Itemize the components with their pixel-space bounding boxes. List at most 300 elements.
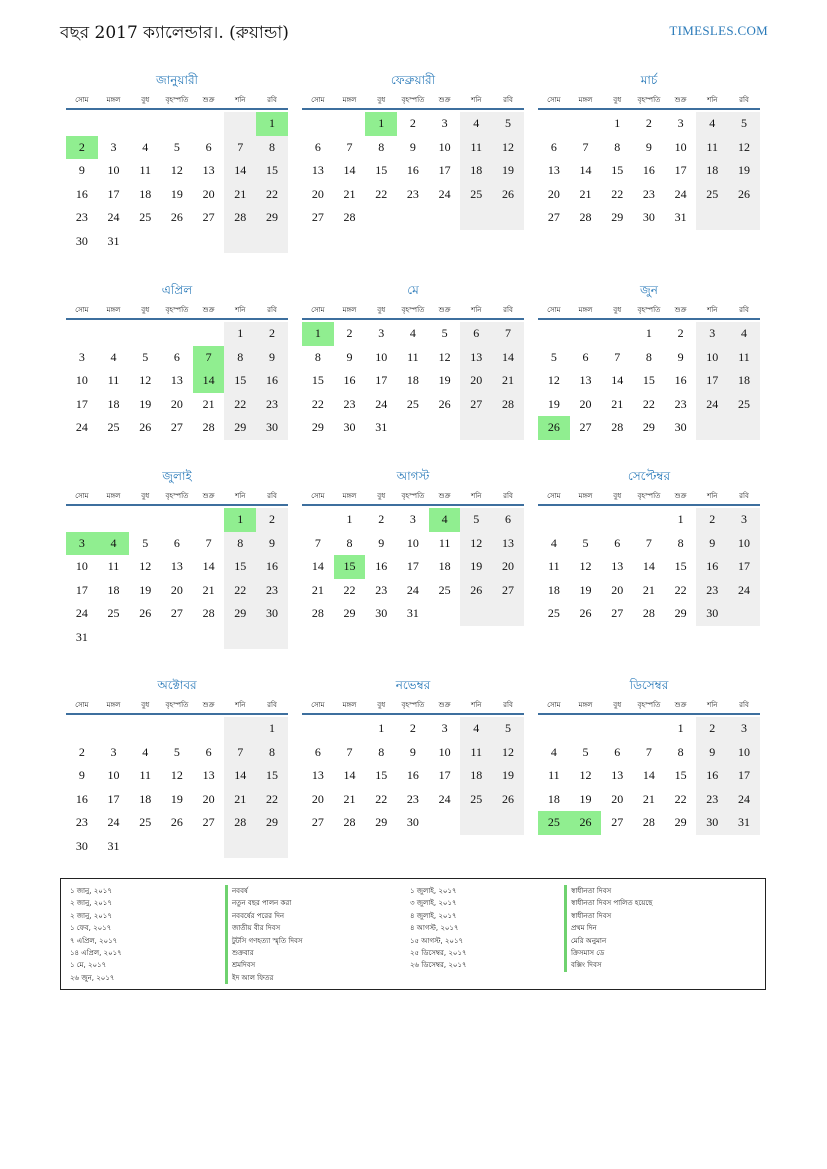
day-cell: 16: [674, 373, 687, 387]
empty-cell: [256, 230, 288, 254]
day-cell: 1: [645, 326, 652, 340]
empty-cell: [161, 717, 193, 741]
day-cell: 12: [492, 136, 524, 160]
weekday-label: বৃহস্পতি: [401, 701, 425, 709]
day-cell: 3: [409, 512, 416, 526]
weekday-label: রবি: [503, 492, 513, 500]
day-cell: 25: [139, 815, 152, 829]
day-cell: 6: [460, 322, 492, 346]
day-cell: 5: [142, 535, 149, 550]
holiday-day-cell: 1: [256, 112, 288, 136]
day-cell: 5: [582, 744, 589, 759]
day-cell: 13: [460, 346, 492, 370]
empty-cell: [193, 230, 225, 254]
day-cell: 14: [579, 163, 592, 177]
day-cell: 12: [170, 768, 183, 782]
day-grid: [302, 112, 524, 230]
day-grid: [66, 322, 288, 440]
weekday-label: বৃহস্পতি: [637, 701, 661, 709]
day-cell: 24: [438, 791, 451, 806]
day-cell: 19: [579, 791, 592, 806]
day-cell: 17: [696, 369, 728, 393]
weekday-label: রবি: [267, 492, 277, 500]
empty-cell: [492, 206, 524, 230]
month-calendar: [538, 677, 760, 835]
holiday-names-left: [225, 885, 303, 984]
empty-cell: [460, 416, 492, 440]
day-cell: 13: [492, 532, 524, 556]
weekday-label: মঙ্গল: [106, 96, 121, 104]
month-name: ডিসেম্বর: [629, 678, 669, 692]
weekday-label: শুক্র: [202, 701, 215, 709]
day-cell: 29: [674, 606, 687, 620]
day-cell: 22: [256, 183, 288, 207]
day-cell: 9: [346, 349, 353, 364]
holiday-date: ১৪ এপ্রিল, ২০১৭: [70, 948, 122, 957]
holiday-date: ৩ জুলাই, ২০১৭: [410, 899, 457, 908]
day-cell: 21: [642, 791, 655, 806]
weekday-header: [66, 490, 288, 506]
day-cell: 14: [343, 768, 356, 782]
holiday-name: স্বাধীনতা দিবস: [564, 885, 652, 897]
day-cell: 30: [256, 416, 288, 440]
weekday-label: সোম: [75, 701, 89, 709]
holiday-name: স্বাধীনতা দিবস: [564, 910, 652, 922]
day-cell: 27: [492, 579, 524, 603]
day-cell: 7: [224, 741, 256, 765]
day-cell: 29: [256, 811, 288, 835]
weekday-label: শুক্র: [674, 492, 687, 500]
weekday-label: সোম: [75, 96, 89, 104]
day-cell: 17: [107, 791, 120, 806]
weekday-label: শনি: [235, 96, 246, 104]
empty-cell: [129, 626, 161, 650]
day-cell: 3: [728, 717, 760, 741]
holiday-date: ১ মে, ২০১৭: [70, 961, 107, 970]
empty-cell: [161, 230, 193, 254]
empty-cell: [570, 322, 602, 346]
weekday-label: রবি: [739, 96, 749, 104]
day-cell: 22: [256, 788, 288, 812]
day-cell: 2: [696, 717, 728, 741]
holiday-day-cell: 1: [224, 508, 256, 532]
day-cell: 2: [256, 322, 288, 346]
day-cell: 22: [224, 579, 256, 603]
day-cell: 26: [492, 788, 524, 812]
empty-cell: [161, 626, 193, 650]
day-cell: 22: [674, 582, 687, 597]
day-cell: 3: [441, 721, 448, 735]
day-cell: 21: [311, 582, 324, 597]
day-grid: [302, 717, 524, 835]
holiday-list: [60, 878, 766, 990]
empty-cell: [334, 112, 366, 136]
empty-cell: [224, 717, 256, 741]
day-cell: 11: [139, 768, 151, 782]
day-cell: 9: [78, 163, 85, 177]
weekday-label: শুক্র: [202, 96, 215, 104]
day-cell: 30: [75, 838, 88, 853]
day-cell: 12: [579, 559, 592, 573]
month-name: অক্টোবর: [157, 678, 197, 692]
day-cell: 12: [492, 741, 524, 765]
empty-cell: [302, 717, 334, 741]
weekday-label: মঙ্গল: [342, 701, 357, 709]
day-cell: 12: [170, 163, 183, 177]
day-cell: 18: [107, 582, 120, 597]
day-cell: 25: [547, 606, 560, 620]
day-cell: 17: [674, 163, 687, 177]
day-cell: 7: [346, 139, 353, 154]
day-cell: 29: [375, 815, 388, 829]
day-cell: 2: [677, 326, 684, 340]
weekday-label: রবি: [739, 306, 749, 314]
weekday-header: [302, 94, 524, 110]
empty-cell: [224, 626, 256, 650]
day-cell: 18: [406, 373, 419, 387]
weekday-label: রবি: [739, 701, 749, 709]
weekday-label: বুধ: [377, 701, 386, 709]
weekday-label: শনি: [471, 701, 482, 709]
day-cell: 7: [492, 322, 524, 346]
day-cell: 31: [674, 210, 687, 224]
weekday-label: শুক্র: [438, 492, 451, 500]
day-cell: 16: [343, 373, 356, 387]
empty-cell: [633, 717, 665, 741]
day-cell: 23: [406, 791, 419, 806]
day-cell: 14: [311, 559, 324, 573]
day-cell: 15: [642, 373, 655, 387]
day-cell: 7: [645, 744, 652, 759]
day-cell: 25: [438, 582, 451, 597]
day-cell: 25: [406, 396, 419, 411]
day-cell: 25: [728, 393, 760, 417]
day-cell: 24: [107, 210, 120, 224]
holiday-date: ২৫ ডিসেম্বর, ২০১৭: [410, 948, 467, 957]
empty-cell: [129, 508, 161, 532]
weekday-label: শুক্র: [674, 306, 687, 314]
empty-cell: [193, 508, 225, 532]
day-cell: 20: [170, 582, 183, 597]
month-name: সেপ্টেম্বর: [627, 469, 671, 483]
day-cell: 29: [642, 420, 655, 434]
weekday-label: শুক্র: [438, 96, 451, 104]
day-cell: 8: [224, 532, 256, 556]
empty-cell: [429, 206, 461, 230]
day-cell: 21: [343, 791, 356, 806]
weekday-label: বুধ: [377, 492, 386, 500]
day-cell: 11: [107, 373, 120, 387]
day-cell: 8: [256, 741, 288, 765]
day-cell: 30: [375, 606, 388, 620]
day-cell: 12: [579, 768, 592, 782]
empty-cell: [98, 626, 130, 650]
day-cell: 3: [110, 139, 117, 154]
day-cell: 28: [343, 210, 356, 224]
weekday-label: সোম: [547, 492, 561, 500]
day-cell: 19: [170, 186, 183, 201]
day-cell: 18: [460, 764, 492, 788]
weekday-label: বুধ: [377, 306, 386, 314]
weekday-label: বুধ: [613, 306, 622, 314]
day-cell: 22: [674, 791, 687, 806]
day-cell: 5: [582, 535, 589, 550]
day-cell: 24: [728, 579, 760, 603]
day-cell: 23: [696, 788, 728, 812]
day-cell: 1: [346, 512, 353, 526]
day-cell: 17: [438, 163, 451, 177]
day-cell: 3: [110, 744, 117, 759]
holiday-day-cell: 3: [66, 532, 98, 556]
weekday-label: মঙ্গল: [106, 306, 121, 314]
day-cell: 6: [614, 535, 621, 550]
day-cell: 20: [202, 791, 215, 806]
weekday-label: সোম: [311, 701, 325, 709]
day-cell: 6: [314, 744, 321, 759]
day-cell: 13: [579, 373, 592, 387]
holiday-name: জাতীয় বীর দিবস: [225, 922, 303, 934]
day-cell: 11: [460, 741, 492, 765]
day-cell: 12: [460, 532, 492, 556]
day-cell: 30: [256, 602, 288, 626]
day-cell: 9: [409, 139, 416, 154]
day-cell: 10: [107, 163, 120, 177]
weekday-label: বৃহস্পতি: [165, 96, 189, 104]
day-cell: 14: [492, 346, 524, 370]
month-name: এপ্রিল: [161, 283, 193, 297]
day-cell: 1: [614, 116, 621, 130]
day-cell: 20: [547, 186, 560, 201]
holiday-date: ২ জানু, ২০১৭: [70, 899, 112, 908]
empty-cell: [256, 835, 288, 859]
day-cell: 28: [611, 420, 624, 434]
month-name: নভেম্বর: [395, 678, 431, 692]
day-cell: 22: [611, 186, 624, 201]
day-cell: 7: [614, 349, 621, 364]
weekday-label: শনি: [707, 701, 718, 709]
holiday-date: ৪ জুলাই, ২০১৭: [410, 911, 457, 920]
day-cell: 6: [314, 139, 321, 154]
day-cell: 24: [406, 582, 419, 597]
day-cell: 8: [378, 139, 385, 154]
day-cell: 30: [642, 210, 655, 224]
day-cell: 19: [579, 582, 592, 597]
day-cell: 25: [696, 183, 728, 207]
holiday-name: ক্রিসমাস ডে: [564, 947, 652, 959]
day-cell: 26: [728, 183, 760, 207]
day-cell: 19: [460, 555, 492, 579]
weekday-header: [538, 699, 760, 715]
day-cell: 24: [674, 186, 687, 201]
day-cell: 29: [224, 602, 256, 626]
weekday-label: বুধ: [613, 492, 622, 500]
day-cell: 2: [346, 326, 353, 340]
day-grid: [538, 112, 760, 230]
month-calendar: [302, 72, 524, 230]
day-cell: 11: [548, 768, 560, 782]
day-cell: 10: [375, 349, 388, 364]
holiday-day-cell: 14: [193, 369, 225, 393]
day-cell: 13: [547, 163, 560, 177]
empty-cell: [98, 717, 130, 741]
month-calendar: [66, 468, 288, 649]
day-cell: 2: [696, 508, 728, 532]
day-cell: 10: [107, 768, 120, 782]
holiday-day-cell: 25: [538, 811, 570, 835]
day-cell: 21: [224, 788, 256, 812]
day-cell: 30: [343, 420, 356, 434]
day-cell: 30: [674, 420, 687, 434]
day-cell: 13: [311, 768, 324, 782]
weekday-header: [302, 304, 524, 320]
weekday-label: শুক্র: [438, 701, 451, 709]
empty-cell: [538, 112, 570, 136]
weekday-label: মঙ্গল: [342, 306, 357, 314]
day-cell: 18: [139, 791, 152, 806]
month-calendar: [66, 677, 288, 858]
weekday-label: শনি: [235, 306, 246, 314]
day-cell: 22: [343, 582, 356, 597]
holiday-day-cell: 7: [193, 346, 225, 370]
day-cell: 2: [409, 721, 416, 735]
day-cell: 15: [256, 159, 288, 183]
day-cell: 18: [438, 559, 451, 573]
day-cell: 8: [378, 744, 385, 759]
empty-cell: [728, 206, 760, 230]
empty-cell: [66, 717, 98, 741]
empty-cell: [460, 602, 492, 626]
day-cell: 13: [611, 768, 624, 782]
day-cell: 15: [674, 768, 687, 782]
holiday-dates-right: [410, 885, 467, 972]
weekday-label: বুধ: [613, 96, 622, 104]
day-cell: 27: [579, 420, 592, 434]
day-cell: 12: [139, 559, 152, 573]
day-cell: 21: [202, 582, 215, 597]
day-cell: 12: [547, 373, 560, 387]
day-cell: 8: [314, 349, 321, 364]
weekday-label: সোম: [75, 492, 89, 500]
day-cell: 28: [202, 420, 215, 434]
empty-cell: [429, 602, 461, 626]
day-cell: 7: [346, 744, 353, 759]
holiday-day-cell: 4: [98, 532, 130, 556]
day-cell: 19: [438, 373, 451, 387]
day-cell: 17: [75, 396, 88, 411]
empty-cell: [492, 602, 524, 626]
day-cell: 17: [438, 768, 451, 782]
weekday-header: [66, 699, 288, 715]
day-cell: 6: [173, 535, 180, 550]
day-cell: 11: [548, 559, 560, 573]
day-cell: 23: [75, 210, 88, 224]
holiday-name: বক্সিং দিবস: [564, 959, 652, 971]
weekday-label: রবি: [503, 701, 513, 709]
day-cell: 21: [611, 396, 624, 411]
day-cell: 10: [728, 741, 760, 765]
day-cell: 28: [224, 811, 256, 835]
weekday-label: বৃহস্পতি: [401, 492, 425, 500]
month-name: জানুয়ারী: [156, 73, 198, 87]
weekday-label: শনি: [707, 96, 718, 104]
day-cell: 23: [406, 186, 419, 201]
day-cell: 4: [728, 322, 760, 346]
holiday-date: ২৬ ডিসেম্বর, ২০১৭: [410, 961, 467, 970]
empty-cell: [728, 602, 760, 626]
day-cell: 10: [438, 139, 451, 154]
day-cell: 4: [460, 112, 492, 136]
day-cell: 15: [311, 373, 324, 387]
weekday-label: রবি: [267, 701, 277, 709]
brand-logo-text[interactable]: TIMESLES.COM: [669, 23, 768, 38]
empty-cell: [302, 508, 334, 532]
day-cell: 23: [256, 579, 288, 603]
day-cell: 11: [460, 136, 492, 160]
day-cell: 7: [582, 139, 589, 154]
weekday-label: সোম: [547, 701, 561, 709]
day-cell: 20: [579, 396, 592, 411]
weekday-label: মঙ্গল: [578, 701, 593, 709]
day-cell: 21: [579, 186, 592, 201]
day-cell: 9: [256, 346, 288, 370]
weekday-label: রবি: [503, 96, 513, 104]
weekday-label: রবি: [267, 96, 277, 104]
day-cell: 17: [375, 373, 388, 387]
day-cell: 18: [547, 791, 560, 806]
day-cell: 20: [311, 791, 324, 806]
day-cell: 10: [696, 346, 728, 370]
day-cell: 27: [170, 606, 183, 620]
day-cell: 28: [492, 393, 524, 417]
day-cell: 5: [728, 112, 760, 136]
day-cell: 25: [107, 606, 120, 620]
day-cell: 19: [492, 764, 524, 788]
day-cell: 18: [547, 582, 560, 597]
weekday-label: রবি: [267, 306, 277, 314]
day-cell: 16: [696, 555, 728, 579]
empty-cell: [129, 835, 161, 859]
day-cell: 20: [611, 582, 624, 597]
day-cell: 21: [202, 396, 215, 411]
empty-cell: [193, 322, 225, 346]
empty-cell: [570, 508, 602, 532]
holiday-day-cell: 2: [66, 136, 98, 160]
month-calendar: [538, 282, 760, 440]
weekday-label: শুক্র: [674, 701, 687, 709]
day-grid: [302, 322, 524, 440]
day-cell: 31: [75, 629, 88, 644]
day-cell: 24: [75, 606, 88, 620]
day-cell: 27: [611, 606, 624, 620]
month-calendar: [66, 282, 288, 440]
empty-cell: [256, 626, 288, 650]
day-cell: 23: [256, 393, 288, 417]
day-cell: 26: [170, 815, 183, 829]
weekday-header: [302, 699, 524, 715]
day-cell: 5: [460, 508, 492, 532]
weekday-label: বুধ: [141, 701, 150, 709]
weekday-label: শুক্র: [438, 306, 451, 314]
empty-cell: [98, 322, 130, 346]
weekday-label: বৃহস্পতি: [637, 492, 661, 500]
day-cell: 28: [224, 206, 256, 230]
day-cell: 31: [107, 233, 120, 248]
day-cell: 12: [728, 136, 760, 160]
day-cell: 8: [256, 136, 288, 160]
weekday-header: [66, 94, 288, 110]
day-cell: 20: [170, 396, 183, 411]
day-cell: 31: [406, 606, 419, 620]
